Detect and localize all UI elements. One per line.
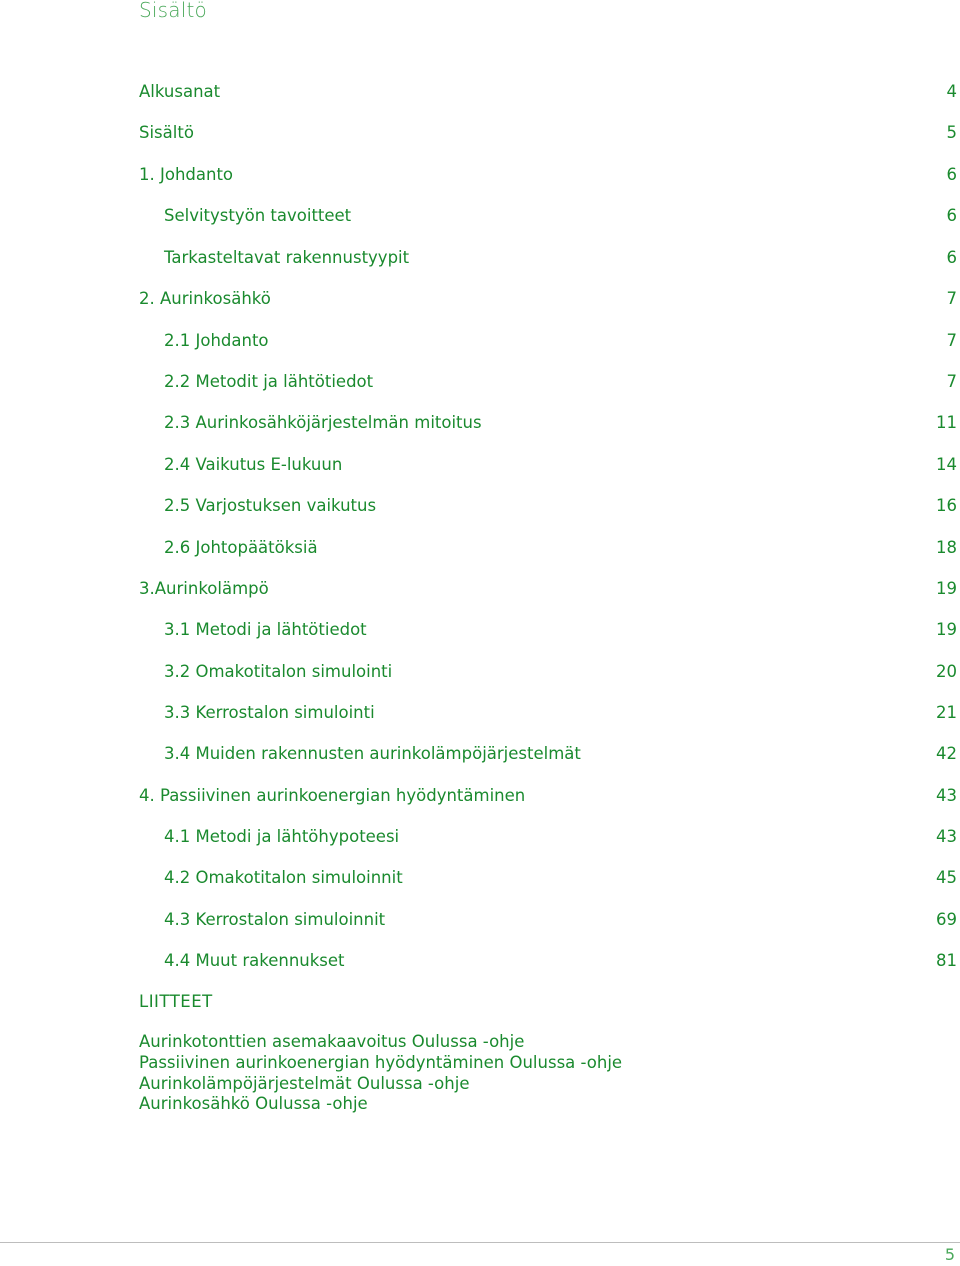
toc-entry-label: 2.5 Varjostuksen vaikutus [164,496,377,515]
toc-entry-label: 3.4 Muiden rakennusten aurinkolämpöjärjestelmät [164,744,581,763]
toc-entry-page: 81 [936,951,957,970]
toc-entry-selvitystyon-tavoitteet[interactable] [164,204,957,228]
toc-entry-page: 7 [946,372,957,391]
toc-entry-aurinkolampo[interactable] [139,577,957,601]
toc-entry-page: 43 [936,786,957,805]
toc-entry-page: 14 [936,455,957,474]
toc-entry-page: 5 [946,123,957,142]
toc-entry-2-3-mitoitus[interactable] [164,411,957,435]
toc-entry-label: 2.4 Vaikutus E-lukuun [164,455,343,474]
toc-entry-page: 69 [936,910,957,929]
toc-entry-2-4-e-luku[interactable] [164,453,957,477]
toc-entry-label: 4.1 Metodi ja lähtöhypoteesi [164,827,400,846]
toc-entry-label: 3.3 Kerrostalon simulointi [164,703,375,722]
toc-entry-aurinkosahko[interactable] [139,287,957,311]
toc-entry-page: 16 [936,496,957,515]
toc-entry-3-2-omakotitalo[interactable] [164,660,957,684]
appendix-item[interactable]: Aurinkolämpöjärjestelmät Oulussa -ohje [139,1073,470,1093]
toc-entry-label: 1. Johdanto [139,165,234,184]
toc-entry-label: 3.1 Metodi ja lähtötiedot [164,620,367,639]
toc-entry-page: 18 [936,538,957,557]
toc-entry-label: Tarkasteltavat rakennustyypit [164,248,410,267]
toc-entry-page: 19 [936,579,957,598]
toc-entry-page: 6 [946,206,957,225]
toc-entry-2-5-varjostus[interactable] [164,494,957,518]
toc-entry-label: 2.3 Aurinkosähköjärjestelmän mitoitus [164,413,482,432]
toc-entry-2-2-metodit[interactable] [164,370,957,394]
toc-entry-johdanto[interactable] [139,163,957,187]
appendix-list [139,1032,622,1115]
toc-entry-4-3-kerrostalo[interactable] [164,908,957,932]
toc-entry-label: 4. Passiivinen aurinkoenergian hyödyntäminen [139,786,526,805]
toc-entry-page: 11 [936,413,957,432]
appendix-item[interactable]: Passiivinen aurinkoenergian hyödyntäminen Oulussa -ohje [139,1052,623,1072]
toc-entry-page: 19 [936,620,957,639]
toc-entry-2-1-johdanto[interactable] [164,329,957,353]
toc-entry-2-6-johtopaatoksia[interactable] [164,536,957,560]
toc-entry-passiivinen[interactable] [139,784,957,808]
footer-page-number: 5 [944,1245,955,1264]
toc-entry-label: 2.2 Metodit ja lähtötiedot [164,372,374,391]
toc-entry-page: 7 [946,331,957,350]
appendix-heading: LIITTEET [139,992,213,1011]
toc-entry-label: 4.4 Muut rakennukset [164,951,345,970]
toc-entry-label: 4.2 Omakotitalon simuloinnit [164,868,403,887]
toc-entry-3-4-muut-rakennukset[interactable] [164,742,957,766]
toc-entry-label: 3.2 Omakotitalon simulointi [164,662,393,681]
toc-entry-label: 2.6 Johtopäätöksiä [164,538,318,557]
toc-entry-label: Alkusanat [139,82,221,101]
toc-entry-label: 4.3 Kerrostalon simuloinnit [164,910,386,929]
toc-entry-4-4-muut[interactable] [164,949,957,973]
toc-entry-page: 6 [946,248,957,267]
toc-entry-4-1-metodi[interactable] [164,825,957,849]
toc-entry-page: 7 [946,289,957,308]
toc-entry-page: 43 [936,827,957,846]
toc-entry-page: 4 [946,82,957,101]
footer-divider [0,1242,960,1243]
toc-entry-page: 21 [936,703,957,722]
toc-entry-label: Selvitystyön tavoitteet [164,206,352,225]
toc-entry-page: 20 [936,662,957,681]
toc-entry-page: 45 [936,868,957,887]
toc-entry-alkusanat[interactable] [139,80,957,104]
appendix-item[interactable]: Aurinkotonttien asemakaavoitus Oulussa -ohje [139,1032,525,1051]
page-title: Sisältö [139,0,207,22]
toc-entry-sisalto[interactable] [139,121,957,145]
toc-entry-4-2-omakotitalo[interactable] [164,866,957,890]
toc-entry-3-3-kerrostalo[interactable] [164,701,957,725]
appendix-item[interactable]: Aurinkosähkö Oulussa -ohje [139,1094,368,1114]
toc-entry-label: 2.1 Johdanto [164,331,269,350]
toc-entry-label: 3.Aurinkolämpö [139,579,269,598]
toc-entry-page: 6 [946,165,957,184]
toc-entry-3-1-metodi[interactable] [164,618,957,642]
toc-entry-tarkasteltavat-rakennustyypit[interactable] [164,246,957,270]
toc-entry-label: Sisältö [139,123,194,142]
toc-entry-page: 42 [936,744,957,763]
toc-entry-label: 2. Aurinkosähkö [139,289,271,308]
